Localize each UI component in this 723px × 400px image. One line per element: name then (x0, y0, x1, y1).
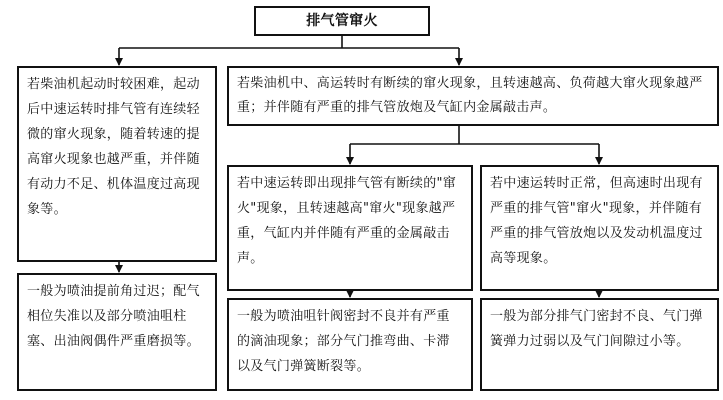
diagram-title: 排气管窜火 (254, 6, 430, 36)
right-condition-box: 若柴油机中、高运转时有断续的窜火现象，且转速越高、负荷越大窜火现象越严重；并伴随有严重的排气管放炮及气缸内金属敲击声。 (227, 66, 719, 126)
left-reason-box: 一般为喷油提前角过迟；配气相位失准以及部分喷油咀柱塞、出油阀偶件严重磨损等。 (17, 273, 217, 391)
middle-condition-box: 若中速运转即出现排气管有断续的"窜火"现象，且转速越高"窜火"现象越严重，气缸内并伴随有严重的金属敲击声。 (227, 165, 473, 291)
middle-reason-box: 一般为喷油咀针阀密封不良并有严重的滴油现象；部分气门推弯曲、卡滞以及气门弹簧断裂等。 (227, 298, 473, 391)
left-condition-box: 若柴油机起动时较困难，起动后中速运转时排气管有连续轻微的窜火现象，随着转速的提高窜火现象也越严重，并伴随有动力不足、机体温度过高现象等。 (17, 66, 217, 262)
far-reason-box: 一般为部分排气门密封不良、气门弹簧弹力过弱以及气门间隙过小等。 (480, 298, 719, 391)
far-condition-box: 若中速运转时正常，但高速时出现有严重的排气管"窜火"现象，并伴随有严重的排气管放炮以及发动机温度过高等现象。 (480, 165, 719, 291)
